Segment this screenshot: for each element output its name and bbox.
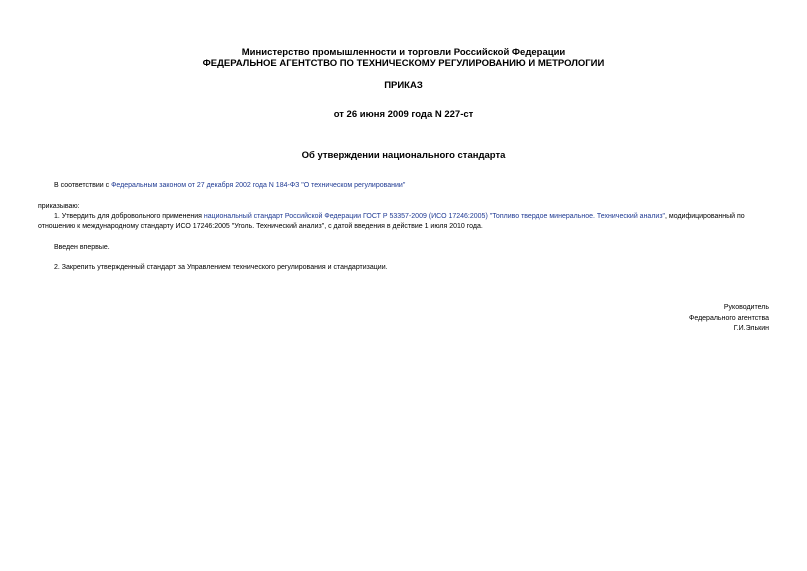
document-date-number: от 26 июня 2009 года N 227-ст: [333, 109, 474, 120]
item2-paragraph: 2. Закрепить утвержденный стандарт за Управлением технического регулирования и стандартизации.: [54, 264, 388, 271]
preamble-paragraph: [54, 180, 405, 191]
signature-title: Руководитель: [723, 304, 769, 311]
federal-law-link[interactable]: Федеральным законом от 27 декабря 2002 года N 184-ФЗ "О техническом регулировании": [111, 182, 406, 189]
preamble-prefix: В соответствии с: [54, 182, 112, 189]
signature-name: Г.И.Элькин: [733, 325, 769, 332]
introduced-note: Введен впервые.: [54, 244, 110, 251]
standard-link[interactable]: национальный стандарт Российской Федерации ГОСТ Р 53357-2009 (ИСО 17246:2005) "Топливо твердое минеральное. Технический анализ": [203, 213, 666, 220]
signature-agency: Федерального агентства: [689, 315, 769, 322]
item1-suffix: , модифицированный по: [665, 213, 745, 220]
orders-word: приказываю:: [38, 203, 80, 210]
agency-title: ФЕДЕРАЛЬНОЕ АГЕНТСТВО ПО ТЕХНИЧЕСКОМУ РЕГУЛИРОВАНИЮ И МЕТРОЛОГИИ: [202, 58, 605, 69]
document-subject: Об утверждении национального стандарта: [301, 150, 506, 161]
item1-line2: отношению к международному стандарту ИСО 17246:2005 "Уголь. Технический анализ", с датой введения в действие 1 июля 2010 года.: [38, 223, 483, 230]
item1-prefix: 1. Утвердить для добровольного применения: [54, 213, 204, 220]
document-type: ПРИКАЗ: [384, 80, 423, 91]
ministry-title: Министерство промышленности и торговли Российской Федерации: [241, 47, 566, 58]
